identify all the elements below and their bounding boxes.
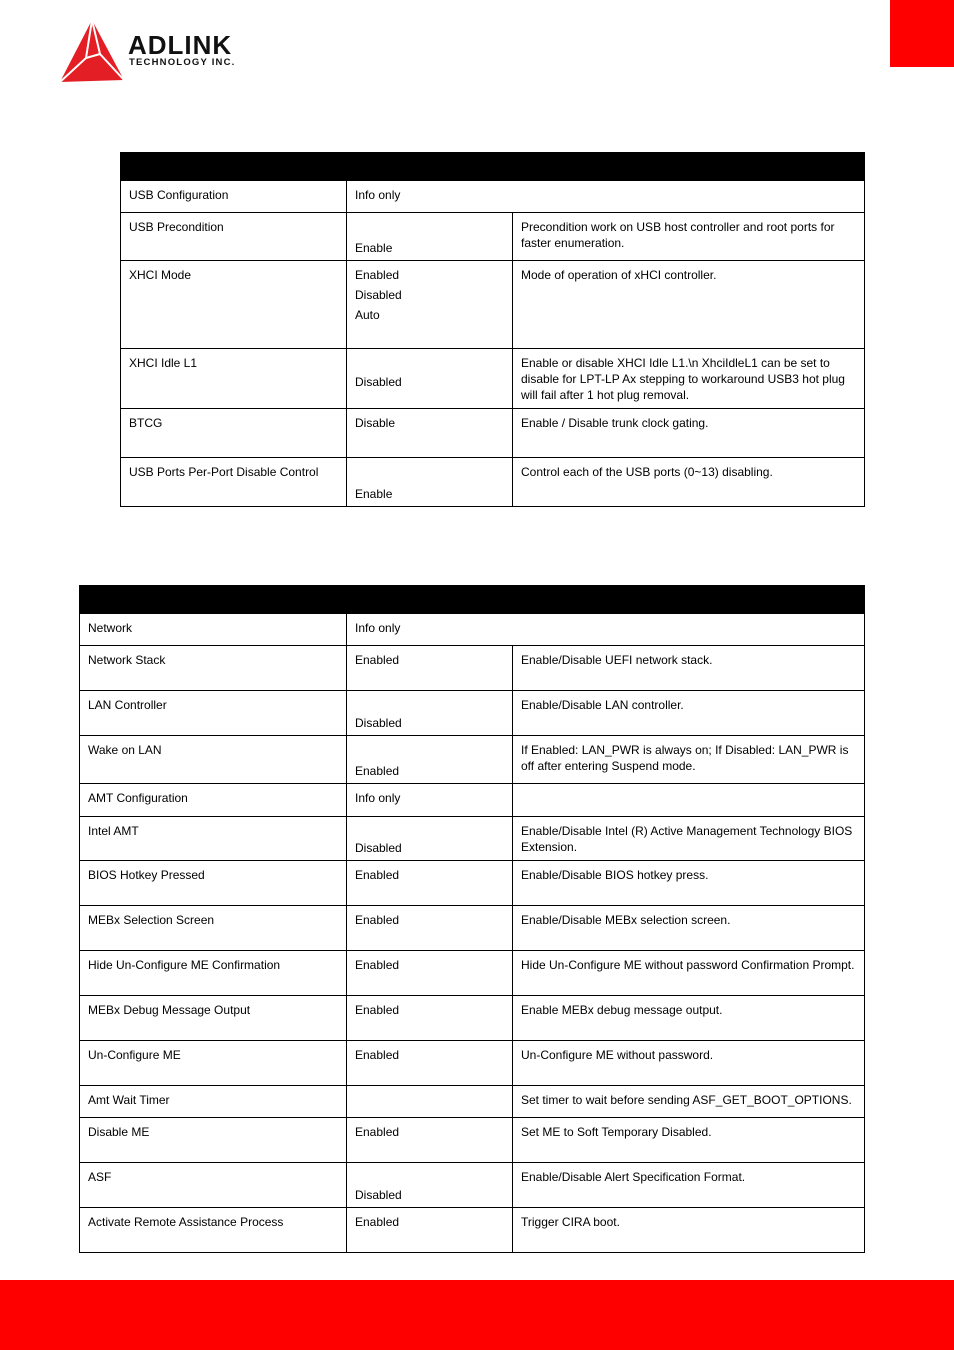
setting-value-option: Enabled xyxy=(355,268,400,282)
setting-value: Enabled xyxy=(347,1118,513,1163)
setting-value: Info only xyxy=(347,614,865,646)
setting-value: Enabled xyxy=(347,996,513,1041)
setting-value: Enabled xyxy=(347,1208,513,1253)
setting-name: Un-Configure ME xyxy=(80,1041,347,1086)
setting-value: Info only xyxy=(347,784,513,817)
setting-description: Enable/Disable BIOS hotkey press. xyxy=(513,861,865,906)
setting-value: Enable xyxy=(355,241,393,255)
setting-value-option: Disabled xyxy=(355,288,402,302)
table-row xyxy=(80,1163,865,1208)
logo-tagline: TECHNOLOGY INC. xyxy=(129,57,236,68)
table-row xyxy=(80,1086,865,1118)
setting-value: Enable xyxy=(355,487,393,501)
setting-value xyxy=(347,1086,513,1118)
setting-value-cell xyxy=(347,213,513,261)
setting-description: Precondition work on USB host controller and root ports for faster enumeration. xyxy=(513,213,865,261)
setting-description: Trigger CIRA boot. xyxy=(513,1208,865,1253)
setting-value: Enabled xyxy=(347,861,513,906)
setting-value: Enabled xyxy=(347,646,513,691)
setting-description: Enable MEBx debug message output. xyxy=(513,996,865,1041)
table-row xyxy=(80,951,865,996)
table-row xyxy=(80,614,865,646)
table-header-bar xyxy=(80,586,865,614)
adlink-triangle-icon xyxy=(56,18,126,86)
table-row xyxy=(80,691,865,736)
table-row xyxy=(80,817,865,861)
setting-description: Control each of the USB ports (0~13) disabling. xyxy=(513,458,865,507)
setting-name: BTCG xyxy=(121,409,347,458)
logo-wordmark: ADLINK xyxy=(128,30,233,60)
setting-name: USB Ports Per-Port Disable Control xyxy=(121,458,347,507)
setting-name: Disable ME xyxy=(80,1118,347,1163)
network-configuration-table xyxy=(79,585,865,1253)
setting-value-cell xyxy=(347,1163,513,1208)
setting-name: MEBx Selection Screen xyxy=(80,906,347,951)
setting-description: Enable / Disable trunk clock gating. xyxy=(513,409,865,458)
setting-value-cell xyxy=(347,691,513,736)
setting-description: Hide Un-Configure ME without password Confirmation Prompt. xyxy=(513,951,865,996)
footer-band xyxy=(0,1280,954,1350)
setting-value: Enabled xyxy=(347,951,513,996)
setting-description: Un-Configure ME without password. xyxy=(513,1041,865,1086)
setting-value-option: Auto xyxy=(355,308,380,322)
setting-value: Info only xyxy=(347,181,865,213)
setting-name: Activate Remote Assistance Process xyxy=(80,1208,347,1253)
setting-value: Disabled xyxy=(355,716,402,730)
setting-description: Enable/Disable UEFI network stack. xyxy=(513,646,865,691)
table-row xyxy=(121,181,865,213)
setting-value-cell xyxy=(347,736,513,784)
setting-value-list xyxy=(347,261,513,349)
setting-description: If Enabled: LAN_PWR is always on; If Disabled: LAN_PWR is off after entering Suspend mode. xyxy=(513,736,865,784)
table-row xyxy=(80,861,865,906)
setting-value-cell xyxy=(347,349,513,409)
table-row xyxy=(80,736,865,784)
setting-name: ASF xyxy=(80,1163,347,1208)
table-row xyxy=(80,784,865,817)
setting-name: Intel AMT xyxy=(80,817,347,861)
setting-value: Disable xyxy=(347,409,513,458)
setting-value: Enabled xyxy=(347,906,513,951)
setting-name: Network Stack xyxy=(80,646,347,691)
setting-name: MEBx Debug Message Output xyxy=(80,996,347,1041)
setting-value: Disabled xyxy=(355,375,402,389)
setting-description: Enable/Disable LAN controller. xyxy=(513,691,865,736)
table-row xyxy=(80,1208,865,1253)
setting-value: Enabled xyxy=(355,764,400,778)
setting-value-cell xyxy=(347,817,513,861)
setting-description: Mode of operation of xHCI controller. xyxy=(513,261,865,349)
corner-tab xyxy=(890,0,954,67)
adlink-logo xyxy=(56,18,276,86)
table-row xyxy=(121,409,865,458)
setting-name: Amt Wait Timer xyxy=(80,1086,347,1118)
table-row xyxy=(121,458,865,507)
table-header-bar xyxy=(121,153,865,181)
setting-name: LAN Controller xyxy=(80,691,347,736)
setting-value: Disabled xyxy=(355,841,402,855)
setting-description: Enable/Disable Intel (R) Active Management Technology BIOS Extension. xyxy=(513,817,865,861)
setting-description xyxy=(513,784,865,817)
usb-configuration-table xyxy=(120,152,865,507)
table-row xyxy=(80,996,865,1041)
table-row xyxy=(121,349,865,409)
table-row xyxy=(80,906,865,951)
table-row xyxy=(121,261,865,349)
setting-value-cell xyxy=(347,458,513,507)
setting-name: XHCI Idle L1 xyxy=(121,349,347,409)
setting-description: Set ME to Soft Temporary Disabled. xyxy=(513,1118,865,1163)
setting-description: Enable/Disable Alert Specification Format. xyxy=(513,1163,865,1208)
setting-value: Disabled xyxy=(355,1188,402,1202)
setting-value: Enabled xyxy=(347,1041,513,1086)
setting-description: Set timer to wait before sending ASF_GET_BOOT_OPTIONS. xyxy=(513,1086,865,1118)
setting-name: USB Configuration xyxy=(121,181,347,213)
setting-description: Enable/Disable MEBx selection screen. xyxy=(513,906,865,951)
table-row xyxy=(121,213,865,261)
setting-name: BIOS Hotkey Pressed xyxy=(80,861,347,906)
setting-description: Enable or disable XHCI Idle L1.\n XhciIdleL1 can be set to disable for LPT-LP Ax stepping to workaround USB3 hot plug will fail after 1 hot plug removal. xyxy=(513,349,865,409)
table-row xyxy=(80,1041,865,1086)
table-row xyxy=(80,646,865,691)
setting-name: USB Precondition xyxy=(121,213,347,261)
setting-name: Network xyxy=(80,614,347,646)
setting-name: Wake on LAN xyxy=(80,736,347,784)
setting-name: XHCI Mode xyxy=(121,261,347,349)
table-row xyxy=(80,1118,865,1163)
setting-name: AMT Configuration xyxy=(80,784,347,817)
setting-name: Hide Un-Configure ME Confirmation xyxy=(80,951,347,996)
